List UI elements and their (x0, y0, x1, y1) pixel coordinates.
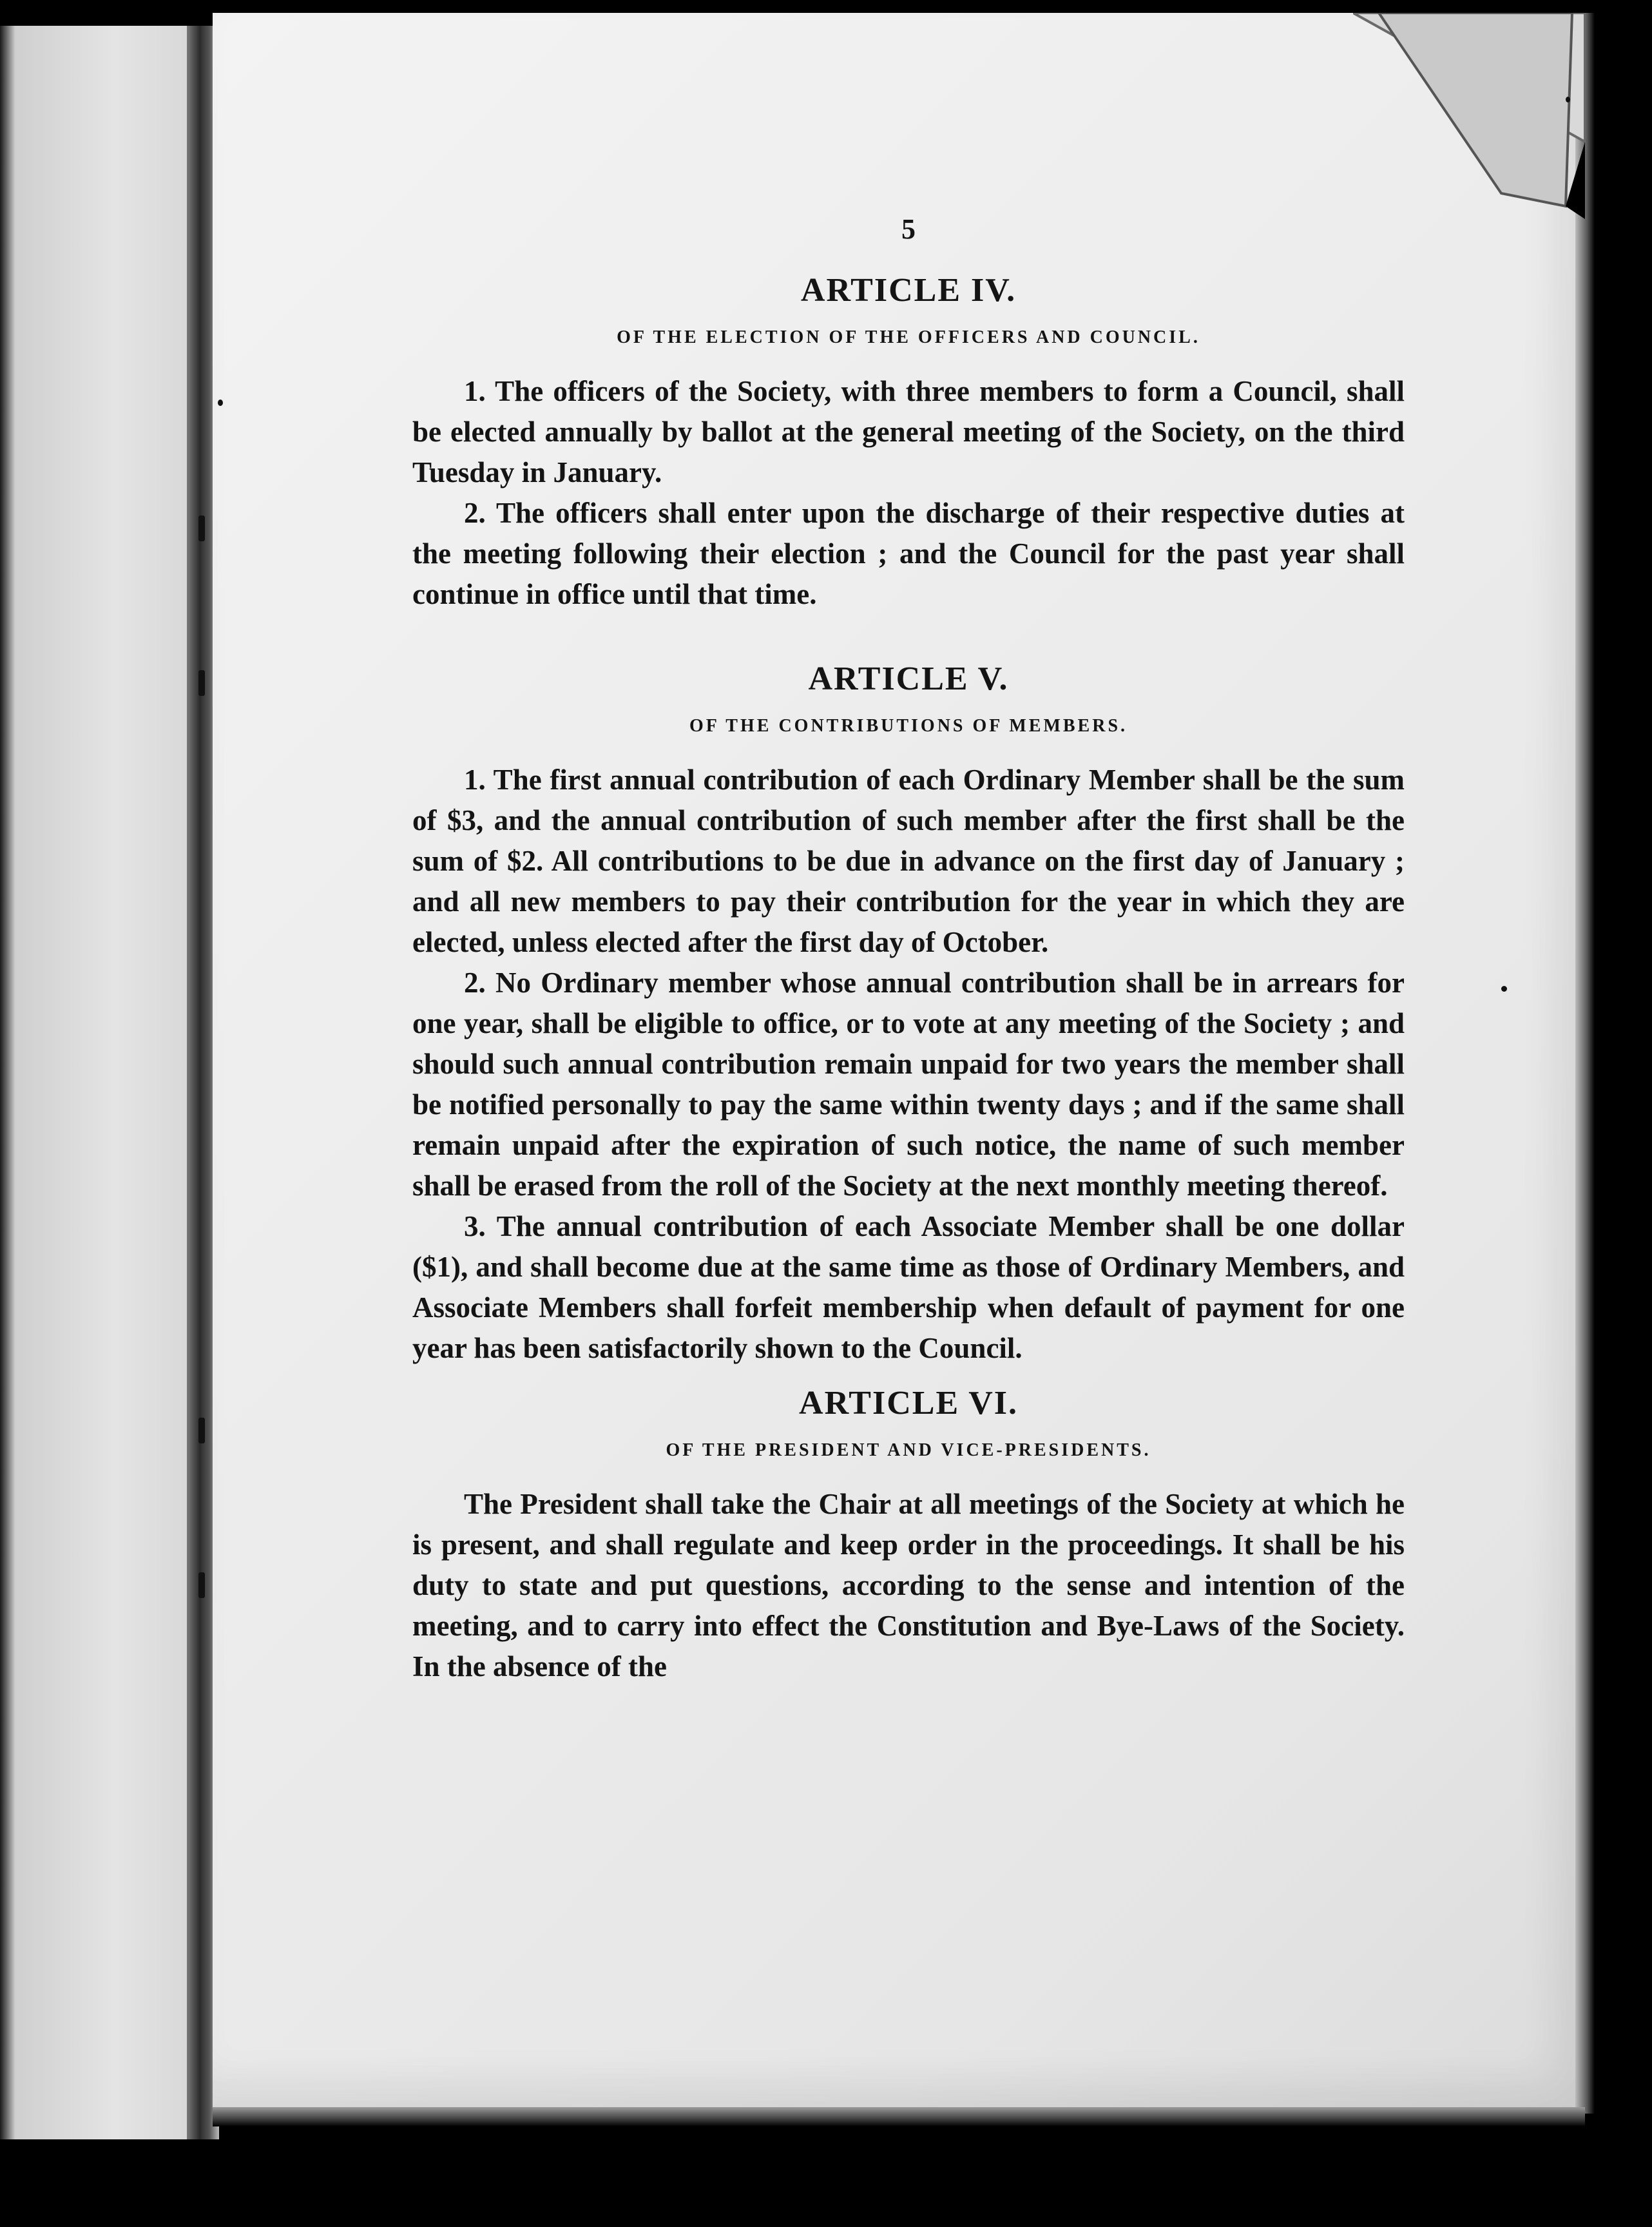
binding-stitch (198, 516, 205, 541)
article-title: ARTICLE VI. (799, 1385, 1018, 1422)
facing-page-edge (0, 26, 191, 2139)
article-title: ARTICLE IV. (800, 272, 1017, 309)
binding-stitch (198, 670, 205, 696)
article-subtitle: OF THE PRESIDENT AND VICE-PRESIDENTS. (666, 1440, 1151, 1460)
article-iv (412, 271, 1405, 615)
article-paragraph: 2. No Ordinary member whose annual contribution shall be in arrears for one year, shall be eligible to office, or to vote at any meeting of the Society ; and should such annual contribution remain unpaid for two years the member shall be notified personally to pay the same within twenty days ; and if the same shall remain unpaid after the expiration of such notice, the name of such member shall be erased from the roll of the Society at the next monthly meeting thereof. (412, 967, 1405, 1202)
article-paragraph: 1. The first annual contribution of each Ordinary Member shall be the sum of $3, and the annual contribution of such member after the first shall be the sum of $2. All contributions to be due in advance on the first day of January ; and all new members to pay their contribution for the year in which they are elected, unless elected after the first day of October. (412, 764, 1405, 958)
page-edge-bottom (213, 2107, 1585, 2126)
ink-speck (1501, 986, 1507, 992)
article-subtitle: OF THE ELECTION OF THE OFFICERS AND COUNCIL. (617, 327, 1200, 347)
article-paragraph: 3. The annual contribution of each Associate Member shall be one dollar ($1), and shall become due at the same time as those of Ordinary Members, and Associate Members shall forfeit membership when default of payment for one year has been satisfactorily shown to the Council. (412, 1210, 1405, 1364)
article-paragraph: The President shall take the Chair at all meetings of the Society at which he is present, and shall regulate and keep order in the proceedings. It shall be his duty to state and put questions, according to the sense and intention of the meeting, and to carry into effect the Constitution and Bye-Laws of the Society. In the absence of the (412, 1488, 1405, 1682)
article-v (412, 660, 1405, 1369)
article-subtitle: OF THE CONTRIBUTIONS OF MEMBERS. (689, 716, 1128, 736)
article-paragraph: 2. The officers shall enter upon the discharge of their respective duties at the meeting following their election ; and the Council for the past year shall continue in office until that time. (412, 497, 1405, 610)
page-number: 5 (901, 213, 916, 245)
binding-stitch (198, 1418, 205, 1443)
page-text (412, 213, 1405, 1687)
article-paragraph: 1. The officers of the Society, with three members to form a Council, shall be elected annually by ballot at the general meeting of the Society, on the third Tuesday in January. (412, 375, 1405, 488)
page-edge-right (1575, 13, 1595, 2114)
folded-corner-icon (1353, 13, 1585, 219)
article-title: ARTICLE V. (808, 660, 1009, 697)
binding-stitch (198, 1572, 205, 1598)
article-vi (412, 1384, 1405, 1687)
ink-speck (218, 400, 223, 406)
ink-speck (1566, 97, 1570, 102)
